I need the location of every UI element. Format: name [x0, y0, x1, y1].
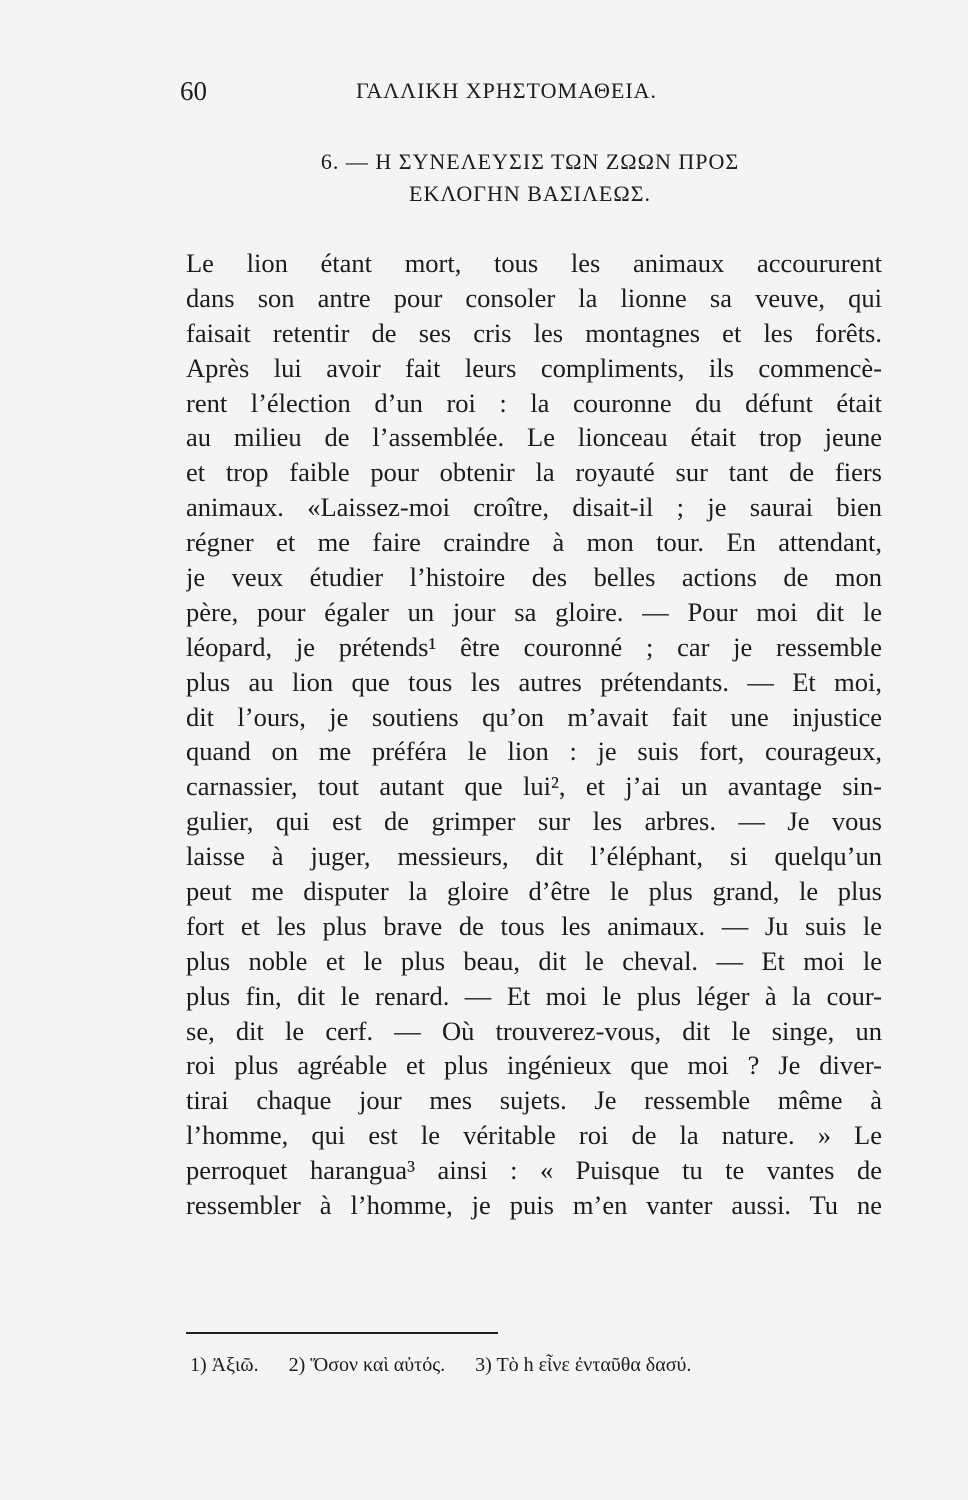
text-line: fort et les plus brave de tous les animaux. — Ju suis le — [186, 910, 882, 941]
text-line: quand on me préféra le lion : je suis fort, courageux, — [186, 736, 882, 767]
text-line: plus fin, dit le renard. — Et moi le plus léger à la cour- — [186, 980, 882, 1011]
footnote: 2) Ὅσον καὶ αὐτός. — [288, 1354, 446, 1376]
text-line: plus noble et le plus beau, dit le cheval. — Et moi le — [186, 945, 882, 976]
page-number: 60 — [180, 76, 207, 106]
text-line: Après lui avoir fait leurs compliments, ils commencè- — [186, 352, 882, 383]
text-line: dit l’ours, je soutiens qu’on m’avait fait une injustice — [186, 701, 882, 732]
text-line: animaux. «Laissez-moi croître, disait-il ; je saurai bien — [186, 492, 882, 523]
running-head — [180, 76, 880, 110]
footnotes — [190, 1354, 790, 1377]
text-line: rent l’élection d’un roi : la couronne du défunt était — [186, 387, 882, 418]
running-head-title: ΓΑΛΛΙΚΗ ΧΡΗΣΤΟΜΑΘΕΙΑ. — [356, 78, 658, 103]
text-line: se, dit le cerf. — Où trouverez-vous, dit le singe, un — [186, 1015, 882, 1046]
text-line: ressembler à l’homme, je puis m’en vanter aussi. Tu ne — [186, 1190, 882, 1221]
text-line: roi plus agréable et plus ingénieux que moi ? Je diver- — [186, 1050, 882, 1081]
body-text — [186, 246, 882, 1223]
text-line: laisse à juger, messieurs, dit l’éléphant, si quelqu’un — [186, 841, 882, 872]
text-line: l’homme, qui est le véritable roi de la nature. » Le — [186, 1120, 882, 1151]
section-title-line-1: 6. — Η ΣΥΝΕΛΕΥΣΙΣ ΤΩΝ ΖΩΩΝ ΠΡΟΣ — [320, 149, 740, 174]
text-line: dans son antre pour consoler la lionne sa veuve, qui — [186, 282, 882, 313]
text-line: carnassier, tout autant que lui², et j’ai un avantage sin- — [186, 771, 882, 802]
text-line: gulier, qui est de grimper sur les arbres. — Je vous — [186, 806, 882, 837]
text-line: perroquet harangua³ ainsi : « Puisque tu te vantes de — [186, 1155, 882, 1186]
text-line: Le lion étant mort, tous les animaux accoururent — [186, 248, 882, 278]
text-line: je veux étudier l’histoire des belles actions de mon — [186, 562, 882, 593]
footnote: 3) Τὸ h εἶνε ἐνταῦθα δασύ. — [475, 1354, 692, 1376]
footnote: 1) Ἀξιῶ. — [190, 1354, 259, 1376]
text-line: et trop faible pour obtenir la royauté sur tant de fiers — [186, 457, 882, 488]
text-line: régner et me faire craindre à mon tour. En attendant, — [186, 527, 882, 558]
text-line: peut me disputer la gloire d’être le plus grand, le plus — [186, 876, 882, 907]
footnote-rule — [186, 1332, 498, 1334]
text-line: léopard, je prétends¹ être couronné ; car je ressemble — [186, 631, 882, 662]
text-line: tirai chaque jour mes sujets. Je ressemble même à — [186, 1085, 882, 1116]
text-line: plus au lion que tous les autres prétendants. — Et moi, — [186, 666, 882, 697]
section-title — [180, 146, 880, 210]
text-line: père, pour égaler un jour sa gloire. — Pour moi dit le — [186, 596, 882, 627]
section-title-line-2: ΕΚΛΟΓΗΝ ΒΑΣΙΛΕΩΣ. — [409, 181, 651, 206]
text-line: au milieu de l’assemblée. Le lionceau était trop jeune — [186, 422, 882, 453]
text-line: faisait retentir de ses cris les montagnes et les forêts. — [186, 317, 882, 348]
